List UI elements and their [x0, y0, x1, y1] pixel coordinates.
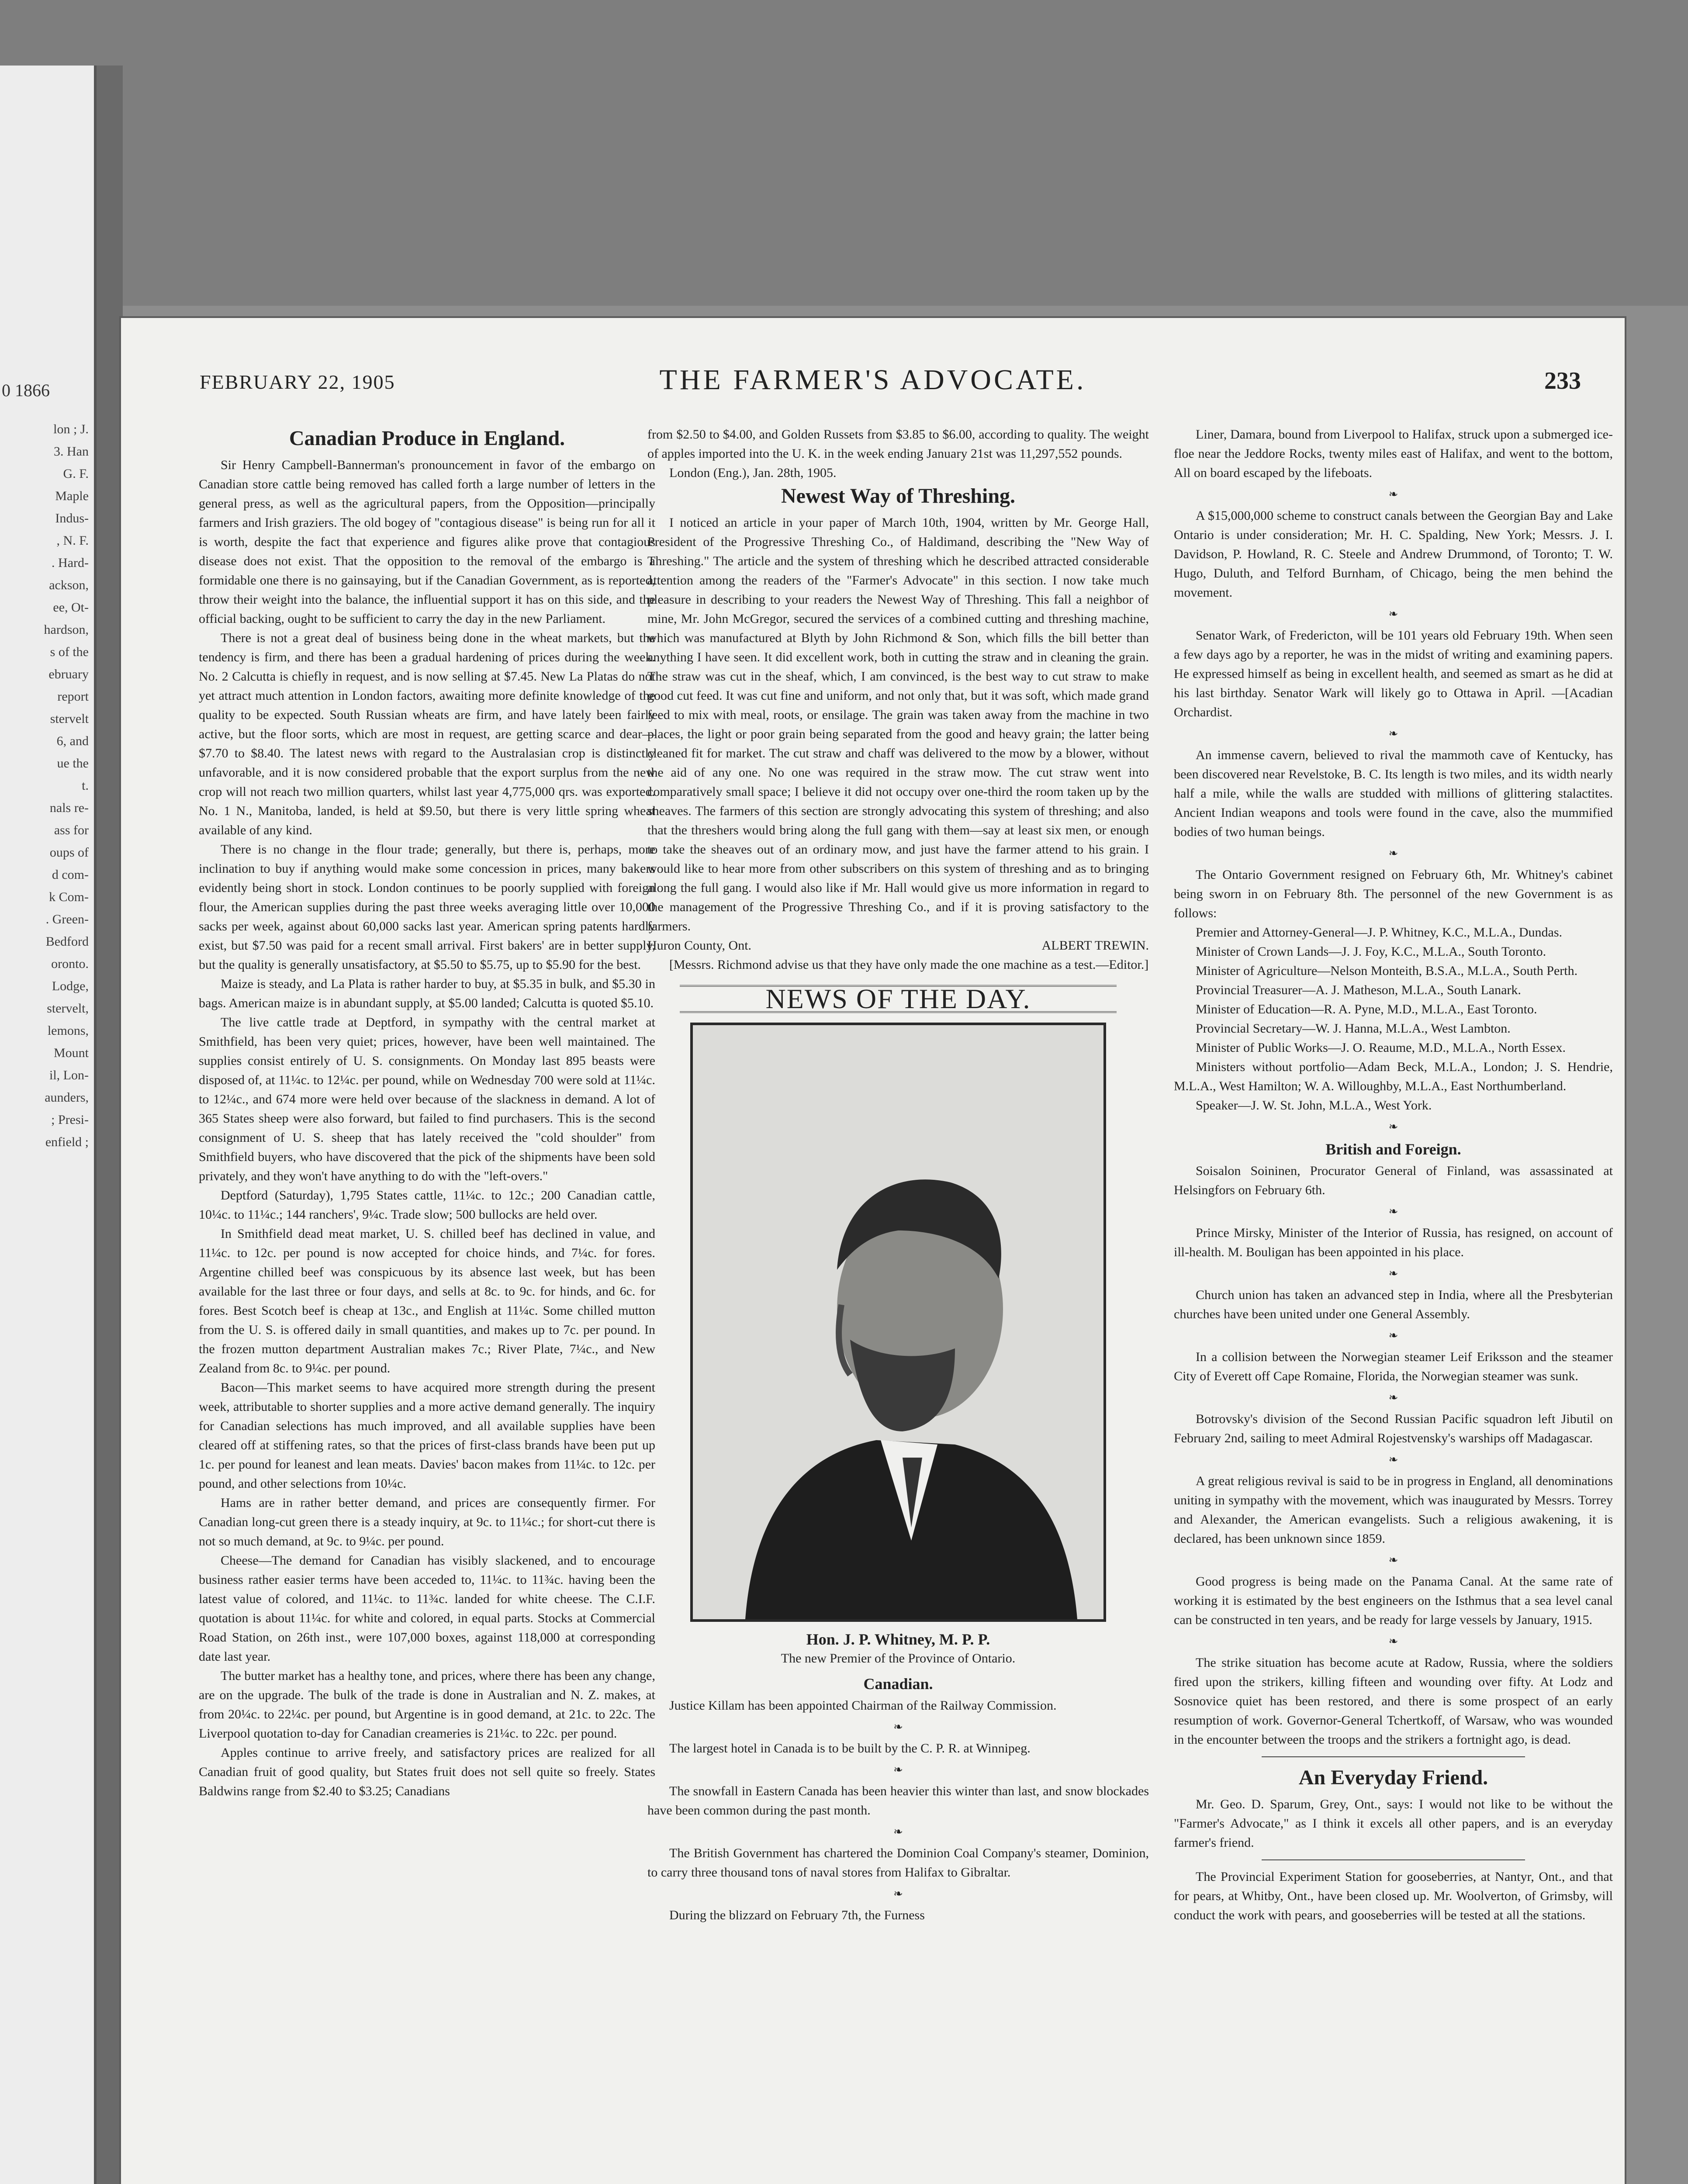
adjacent-page-fragment: Indus-: [55, 511, 89, 525]
separator-ornament: ❧: [1388, 1120, 1398, 1133]
news-item: An immense cavern, believed to rival the mammoth cave of Kentucky, has been discovered near Revelstoke, B. C. Its length is two miles, and its width nearly half a mile, while the walls are studded with millions of glittering stalactites. Ancient Indian weapons and tools were found in the cave, also the mummified bodies of two human beings.: [1174, 748, 1613, 839]
news-item: Good progress is being made on the Panama Canal. At the same rate of working it is estimated by the best engineers on the Isthmus that a sea level canal can be constructed in ten years, and be ready for large vessels by January, 1915.: [1174, 1574, 1613, 1627]
article-body-canadian-produce: [199, 456, 655, 1801]
experiment-station-text: The Provincial Experiment Station for gooseberries, at Nantyr, Ont., and that for pears, at Whitby, Ont., have been closed up. Mr. Woolverton, of Grimsby, will conduct the work with pears, and gooseberries will be tested at all the stations.: [1174, 1870, 1613, 1922]
canadian-news-items: [647, 1696, 1149, 1925]
paragraph: Hams are in rather better demand, and prices are consequently firmer. For Canadian long-cut green there is a steady inquiry, at 9c. to 11¼c.; for short-cut there is not so much demand, at 9c. to 9¼c. per pound.: [199, 1496, 655, 1548]
section-heading-british-foreign: British and Foreign.: [1325, 1140, 1461, 1158]
cabinet-entry: Minister of Crown Lands—J. J. Foy, K.C., M.L.A., South Toronto.: [1196, 944, 1546, 959]
portrait-photo: [690, 1023, 1106, 1622]
adjacent-page-fragment: Bedford: [45, 934, 89, 949]
separator-ornament: ❧: [893, 1721, 903, 1733]
news-item: Justice Killam has been appointed Chairman of the Railway Commission.: [669, 1698, 1057, 1713]
adjacent-page-fragment: stervelt,: [47, 1001, 89, 1016]
news-item: A great religious revival is said to be in progress in England, all denominations uniting in sympathy with the movement, which was inaugurated by Messrs. Torrey and Alexander, the American evangelists. Such a religious awakening, it is declared, has been unknown since 1859.: [1174, 1474, 1613, 1546]
cabinet-entry: Provincial Treasurer—A. J. Matheson, M.L.A., South Lanark.: [1196, 983, 1521, 997]
cabinet-entry: Minister of Public Works—J. O. Reaume, M.D., M.L.A., North Essex.: [1196, 1040, 1566, 1055]
paragraph: Maize is steady, and La Plata is rather harder to buy, at $5.35 in bulk, and $5.30 in bags. American maize is in abundant supply, at $5.00 landed; Calcutta is quoted $5.10.: [199, 977, 655, 1010]
article-continuation: from $2.50 to $4.00, and Golden Russets from $3.85 to $6.00, according to quality. The weight of apples imported into the U. K. in the week ending January 21st was 11,297,552 pounds.: [647, 427, 1149, 461]
separator-ornament: ❧: [1388, 608, 1398, 620]
news-item: Prince Mirsky, Minister of the Interior of Russia, has resigned, on account of ill-health. M. Bouligan has been appointed in his place.: [1174, 1226, 1613, 1259]
foreign-news-items: [1174, 1161, 1613, 1749]
adjacent-page-fragment: stervelt: [50, 712, 89, 726]
adjacent-page-fragment: hardson,: [44, 622, 89, 637]
adjacent-page-strip: [0, 66, 97, 2184]
cabinet-entry: Minister of Agriculture—Nelson Monteith, B.S.A., M.L.A., South Perth.: [1196, 964, 1578, 978]
page-header: [121, 318, 1625, 405]
section-heading-canadian: Canadian.: [863, 1675, 933, 1693]
article-body-threshing: [647, 513, 1149, 936]
cabinet-entry: Speaker—J. W. St. John, M.L.A., West York.: [1196, 1098, 1432, 1113]
news-item: The British Government has chartered the Dominion Coal Company's steamer, Dominion, to carry three thousand tons of naval stores from Halifax to Gibraltar.: [647, 1846, 1149, 1880]
everyday-friend-text: Mr. Geo. D. Sparum, Grey, Ont., says: I would not like to be without the "Farmer's Advocate," as I think it excels all other papers, and is an everyday farmer's friend.: [1174, 1797, 1613, 1850]
column-2: [647, 425, 1149, 2184]
news-items-col3: [1174, 425, 1613, 923]
news-item: A $15,000,000 scheme to construct canals between the Georgian Bay and Lake Ontario is under consideration; Mr. H. C. Spalding, New York; Messrs. J. I. Davidson, P. Howland, R. C. Steele and Andrew Drummond, of Toronto; T. W. Hugo, Duluth, and Telford Burnham, of Chicago, being the men behind the movement.: [1174, 508, 1613, 600]
portrait-subcaption: The new Premier of the Province of Ontario.: [781, 1651, 1016, 1666]
adjacent-page-fragment: ; Presi-: [51, 1113, 89, 1127]
cabinet-list: [1174, 923, 1613, 1115]
news-item: The largest hotel in Canada is to be built by the C. P. R. at Winnipeg.: [669, 1741, 1031, 1755]
news-item: The strike situation has become acute at Radow, Russia, where the soldiers fired upon the strikers, killing fifteen and wounding over fifty. At Lodz and Sosnovice quiet has been restored, and there is some prospect of an early resumption of work. Governor-General Tchertkoff, of Warsaw, who was wounded in the encounter between the troops and the strikers a fortnight ago, is dead.: [1174, 1655, 1613, 1747]
paragraph: The butter market has a healthy tone, and prices, where there has been any change, are on the upgrade. The bulk of the trade is done in Australian and N. Z. makes, at from 20¼c. to 22¼c. per pound, but Argentine is in good demand, at 21c. to 22c. The Liverpool quotation to-day for Canadian creameries is 21¼c. to 22c. per pound.: [199, 1669, 655, 1741]
portrait-caption: Hon. J. P. Whitney, M. P. P.: [806, 1631, 990, 1648]
adjacent-page-fragment: 6, and: [56, 734, 89, 748]
separator-ornament: ❧: [1388, 1205, 1398, 1218]
adjacent-page-fragment: nals re-: [49, 801, 89, 815]
paragraph: There is not a great deal of business being done in the wheat markets, but the tendency is firm, and there has been a gradual hardening of prices during the week. No. 2 Calcutta is chiefly in request, and is now selling at $7.45. New La Platas do not yet attract much attention in London factors, awaiting more definite knowledge of the quality to be expected. South Russian wheats are firm, and have lately been fairly active, but the floor sorts, which are most in request, are getting scarce and dear—$7.70 to $8.40. The latest news with regard to the Australasian crop is distinctly unfavorable, and it is now considered probable that the export surplus from the new crop will not reach two million quarters, whilst last year 4,775,000 qrs. was exported. No. 1 N., Manitoba, landed, is held at $9.50, but there is very little spring wheat available of any kind.: [199, 631, 655, 837]
paragraph: Sir Henry Campbell-Bannerman's pronouncement in favor of the embargo on Canadian store cattle being removed has called forth a large number of letters in the general press, as well as the agricultural papers, from the Opposition—principally farmers and Irish graziers. The old bogey of "contagious disease" is being run for all it is worth, despite the fact that experience and figures alike prove that contagious disease does not exist. That the opposition to the removal of the embargo is a formidable one there is no gainsaying, but if the Canadian Government, as is reported, throw their weight into the balance, the influential support it has on this side, and the official backing, ought to be sufficient to carry the day in the new Parliament.: [199, 458, 655, 626]
separator-ornament: ❧: [893, 1887, 903, 1900]
paragraph: There is no change in the flour trade; generally, but there is, perhaps, more inclination to buy if anything would make some concession in prices, many bakers evidently being short in stock. London continues to be poorly supplied with foreign flour, the American supplies during the past three weeks averaging little over 10,000 sacks per week, against about 60,000 sacks last year. American spring patents hardly exist, but $7.50 was paid for a recent small arrival. First bakers' are in better supply, but the quality is generally unsatisfactory, at $5.50 to $5.75, up to $5.90 for the best.: [199, 842, 655, 972]
adjacent-page-fragments: [0, 418, 94, 1153]
adjacent-page-fragment: il, Lon-: [49, 1068, 89, 1082]
adjacent-page-fragment: lon ; J.: [53, 422, 89, 436]
news-item: Senator Wark, of Fredericton, will be 101 years old February 19th. When seen a few days ago by a reporter, he was in the midst of writing and examining papers. He expressed himself as being in excellent health, and seemed as smart as he did at his last birthday. Senator Wark will likely go to Ottawa in April. —[Acadian Orchardist.: [1174, 628, 1613, 719]
adjacent-page-fragment: enfield ;: [45, 1135, 89, 1149]
adjacent-page-fragment: report: [57, 689, 89, 704]
paragraph: Apples continue to arrive freely, and satisfactory prices are realized for all Canadian fruit of good quality, but States fruit does not sell quite so freely. States Baldwins range from $2.40 to $3.25; Canadians: [199, 1745, 655, 1798]
adjacent-page-fragment: oronto.: [51, 957, 89, 971]
column-1: [199, 425, 655, 2184]
news-item: Soisalon Soininen, Procurator General of Finland, was assassinated at Helsingfors on February 6th.: [1174, 1164, 1613, 1197]
adjacent-page-fragment: ee, Ot-: [53, 600, 89, 615]
article-dateline: London (Eng.), Jan. 28th, 1905.: [669, 466, 837, 480]
cabinet-entry: Premier and Attorney-General—J. P. Whitney, K.C., M.L.A., Dundas.: [1196, 925, 1563, 940]
adjacent-page-fragment: Lodge,: [52, 979, 89, 993]
adjacent-page-date: 0 1866: [2, 380, 50, 400]
masthead-title: THE FARMER'S ADVOCATE.: [659, 364, 1086, 396]
article-heading-canadian-produce: Canadian Produce in England.: [289, 427, 565, 450]
news-of-the-day-banner: NEWS OF THE DAY.: [680, 985, 1117, 1013]
adjacent-page-fragment: Maple: [55, 489, 89, 503]
adjacent-page-fragment: s of the: [50, 645, 89, 659]
signature-block: [647, 936, 1149, 955]
signature-place: Huron County, Ont.: [647, 938, 752, 953]
separator-ornament: ❧: [893, 1825, 903, 1838]
paragraph: In Smithfield dead meat market, U. S. chilled beef has declined in value, and 11¼c. to 12c. per pound is now accepted for choice hinds, and 7¼c. for fores. Argentine chilled beef was conspicuous by its absence last week, but has been available for the last three or four days, and sells at 8c. to 9c. for hinds, and 6c. for fores. Best Scotch beef is cheap at 13c., and English at 11¼c. Some chilled mutton from the U. S. is offered daily in small quantities, and makes up to 7c. per pound. In the frozen mutton department Australian makes 7c.; River Plate, 7¼c., and New Zealand from 8c. to 9¼c. per pound.: [199, 1227, 655, 1375]
adjacent-page-fragment: . Hard-: [52, 556, 89, 570]
adjacent-page-fragment: t.: [82, 778, 89, 793]
news-item: During the blizzard on February 7th, the Furness: [669, 1908, 925, 1922]
separator-ornament: ❧: [1388, 488, 1398, 501]
separator-ornament: ❧: [893, 1763, 903, 1776]
news-item: In a collision between the Norwegian steamer Leif Eriksson and the steamer City of Everett off Cape Romaine, Florida, the Norwegian steamer was sunk.: [1174, 1350, 1613, 1383]
article-heading-everyday-friend: An Everyday Friend.: [1298, 1766, 1488, 1789]
news-item: Botrovsky's division of the Second Russian Pacific squadron left Jibutil on February 2nd, sailing to meet Admiral Rojestvensky's warships off Madagascar.: [1174, 1412, 1613, 1445]
paragraph: Cheese—The demand for Canadian has visibly slackened, and to encourage business rather easier terms have been acceded to, 11¼c. to 11¾c. having been the latest value of colored, and 11¼c. to 11¾c. landed for white cheese. The C.I.F. quotation is about 11¼c. for white and colored, in equal parts. Stocks at Commercial Road Station, on 26th inst., were 107,000 boxes, against 118,000 at corresponding date last year.: [199, 1553, 655, 1664]
news-item: Church union has taken an advanced step in India, where all the Presbyterian churches have been united under one General Assembly.: [1174, 1288, 1613, 1321]
cabinet-entry: Minister of Education—R. A. Pyne, M.D., M.L.A., East Toronto.: [1196, 1002, 1537, 1016]
cabinet-entry: Provincial Secretary—W. J. Hanna, M.L.A., West Lambton.: [1196, 1021, 1511, 1036]
separator-ornament: ❧: [1388, 1391, 1398, 1404]
adjacent-page-fragment: ue the: [57, 756, 89, 771]
separator-ornament: ❧: [1388, 1267, 1398, 1280]
divider: [1262, 1756, 1525, 1757]
separator-ornament: ❧: [1388, 1554, 1398, 1566]
news-item: The snowfall in Eastern Canada has been heavier this winter than last, and snow blockades have been common during the past month.: [647, 1784, 1149, 1818]
adjacent-page-fragment: oups of: [49, 845, 89, 860]
page-gutter: [97, 66, 123, 2184]
paragraph: Bacon—This market seems to have acquired more strength during the present week, attributable to shorter supplies and a more active demand generally. The inquiry for Canadian selections has much improved, and all available supplies have been cleared off at stiffening rates, so that the prices of first-class brands have been put up 1c. per pound for leanest and lean meats. Davies' bacon makes from 11¼c. to 12c. per pound, and other selections from 10¼c.: [199, 1380, 655, 1491]
editor-note: [Messrs. Richmond advise us that they have only made the one machine as a test.—Editor.]: [669, 957, 1149, 972]
column-3: [1174, 425, 1613, 2184]
adjacent-page-fragment: ebruary: [48, 667, 89, 681]
adjacent-page-fragment: d com-: [52, 867, 89, 882]
adjacent-page-fragment: 3. Han: [54, 444, 89, 459]
separator-ornament: ❧: [1388, 1453, 1398, 1466]
article-heading-threshing: Newest Way of Threshing.: [781, 484, 1016, 508]
news-item: Liner, Damara, bound from Liverpool to Halifax, struck upon a submerged ice-floe near the Jeddore Rocks, twenty miles east of Halifax, and went to the bottom, All on board escaped by the lifeboats.: [1174, 427, 1613, 480]
paragraph: The live cattle trade at Deptford, in sympathy with the central market at Smithfield, has been very quiet; prices, however, have been well maintained. The supplies consist entirely of U. S. consignments. On Monday last 895 beasts were disposed of, at 11¼c. to 12¼c. per pound, while on Wednesday 700 were sold at 11¼c. to 12¼c., and 674 more were held over because of the slackness in demand. A lot of 365 States sheep were also forward, but failed to find purchasers. This is the second consignment of U. S. sheep that has lately received the "cold shoulder" from Smithfield buyers, who have discovered that the pick of the shipments have been sold privately, and they won't have anything to do with the "left-overs.": [199, 1015, 655, 1183]
adjacent-page-fragment: k Com-: [49, 890, 89, 904]
adjacent-page-fragment: G. F.: [63, 467, 89, 481]
paragraph: Deptford (Saturday), 1,795 States cattle, 11¼c. to 12c.; 200 Canadian cattle, 10¼c. to 11¼c.; 144 ranchers', 9¼c. Trade slow; 500 bullocks are held over.: [199, 1188, 655, 1222]
cabinet-entry: Ministers without portfolio—Adam Beck, M.L.A., London; J. S. Hendrie, M.L.A., West Hamilton; W. A. Willoughby, M.L.A., East Northumberland.: [1174, 1060, 1613, 1093]
newspaper-page: [121, 318, 1625, 2184]
adjacent-page-fragment: Mount: [53, 1046, 89, 1060]
scan-background-top: [0, 0, 1688, 306]
paragraph: I noticed an article in your paper of March 10th, 1904, written by Mr. George Hall, President of the Progressive Threshing Co., of Haldimand, describing the "New Way of Threshing." The article and the system of threshing which he described attracted considerable attention among the readers of the "Farmer's Advocate" in this section. I now take much pleasure in describing to your readers the Newest Way of Threshing. This fall a neighbor of mine, Mr. John McGregor, secured the services of a combined cutting and threshing machine, which was manufactured at Blyth by John Richmond & Son, which fills the bill better than anything I have seen. It did excellent work, both in cutting the straw and in cleaning the grain. The straw was cut in the sheaf, which, I am convinced, is the best way to cut straw to make good cut feed. It was cut fine and uniform, and not only that, but it was soft, which made grand feed to mix with meal, roots, or ensilage. The grain was taken away from the machine in two places, the light or poor grain being separated from the good and heavy grain; the latter being cleaned fit for market. The cut straw and chaff was delivered to the mow by a blower, without the aid of any one. No one was required in the straw mow. The cut straw went into comparatively small space; I believe it did not occupy over one-third the room taken up by the sheaves. The farmers of this section are strongly advocating this system of threshing; and also that the threshers would bring along the full gang with them—say at least six men, or enough to take the sheaves out of an ordinary mow, and just have the farmer attend to his grain. I would like to hear more from other subscribers on this system of threshing and as to bringing along the full gang. I would also like if Mr. Hall would give us more information in regard to the management of the Progressive Threshing Co., and if it is proving satisfactory to the farmers.: [647, 515, 1149, 933]
adjacent-page-fragment: . Green-: [45, 912, 89, 926]
adjacent-page-fragment: ackson,: [49, 578, 89, 592]
separator-ornament: ❧: [1388, 1635, 1398, 1648]
adjacent-page-fragment: ass for: [54, 823, 89, 837]
adjacent-page-fragment: lemons,: [47, 1023, 89, 1038]
news-item: The Ontario Government resigned on February 6th, Mr. Whitney's cabinet being sworn in on February 8th. The personnel of the new Government is as follows:: [1174, 867, 1613, 920]
adjacent-page-fragment: , N. F.: [56, 533, 89, 548]
portrait-illustration: [693, 1025, 1103, 1619]
separator-ornament: ❧: [1388, 847, 1398, 860]
separator-ornament: ❧: [1388, 727, 1398, 740]
signature-name: ALBERT TREWIN.: [1041, 938, 1149, 953]
issue-date: FEBRUARY 22, 1905: [200, 371, 395, 393]
separator-ornament: ❧: [1388, 1329, 1398, 1342]
adjacent-page-fragment: aunders,: [45, 1090, 89, 1105]
divider: [1262, 1859, 1525, 1860]
page-number: 233: [1544, 367, 1581, 394]
